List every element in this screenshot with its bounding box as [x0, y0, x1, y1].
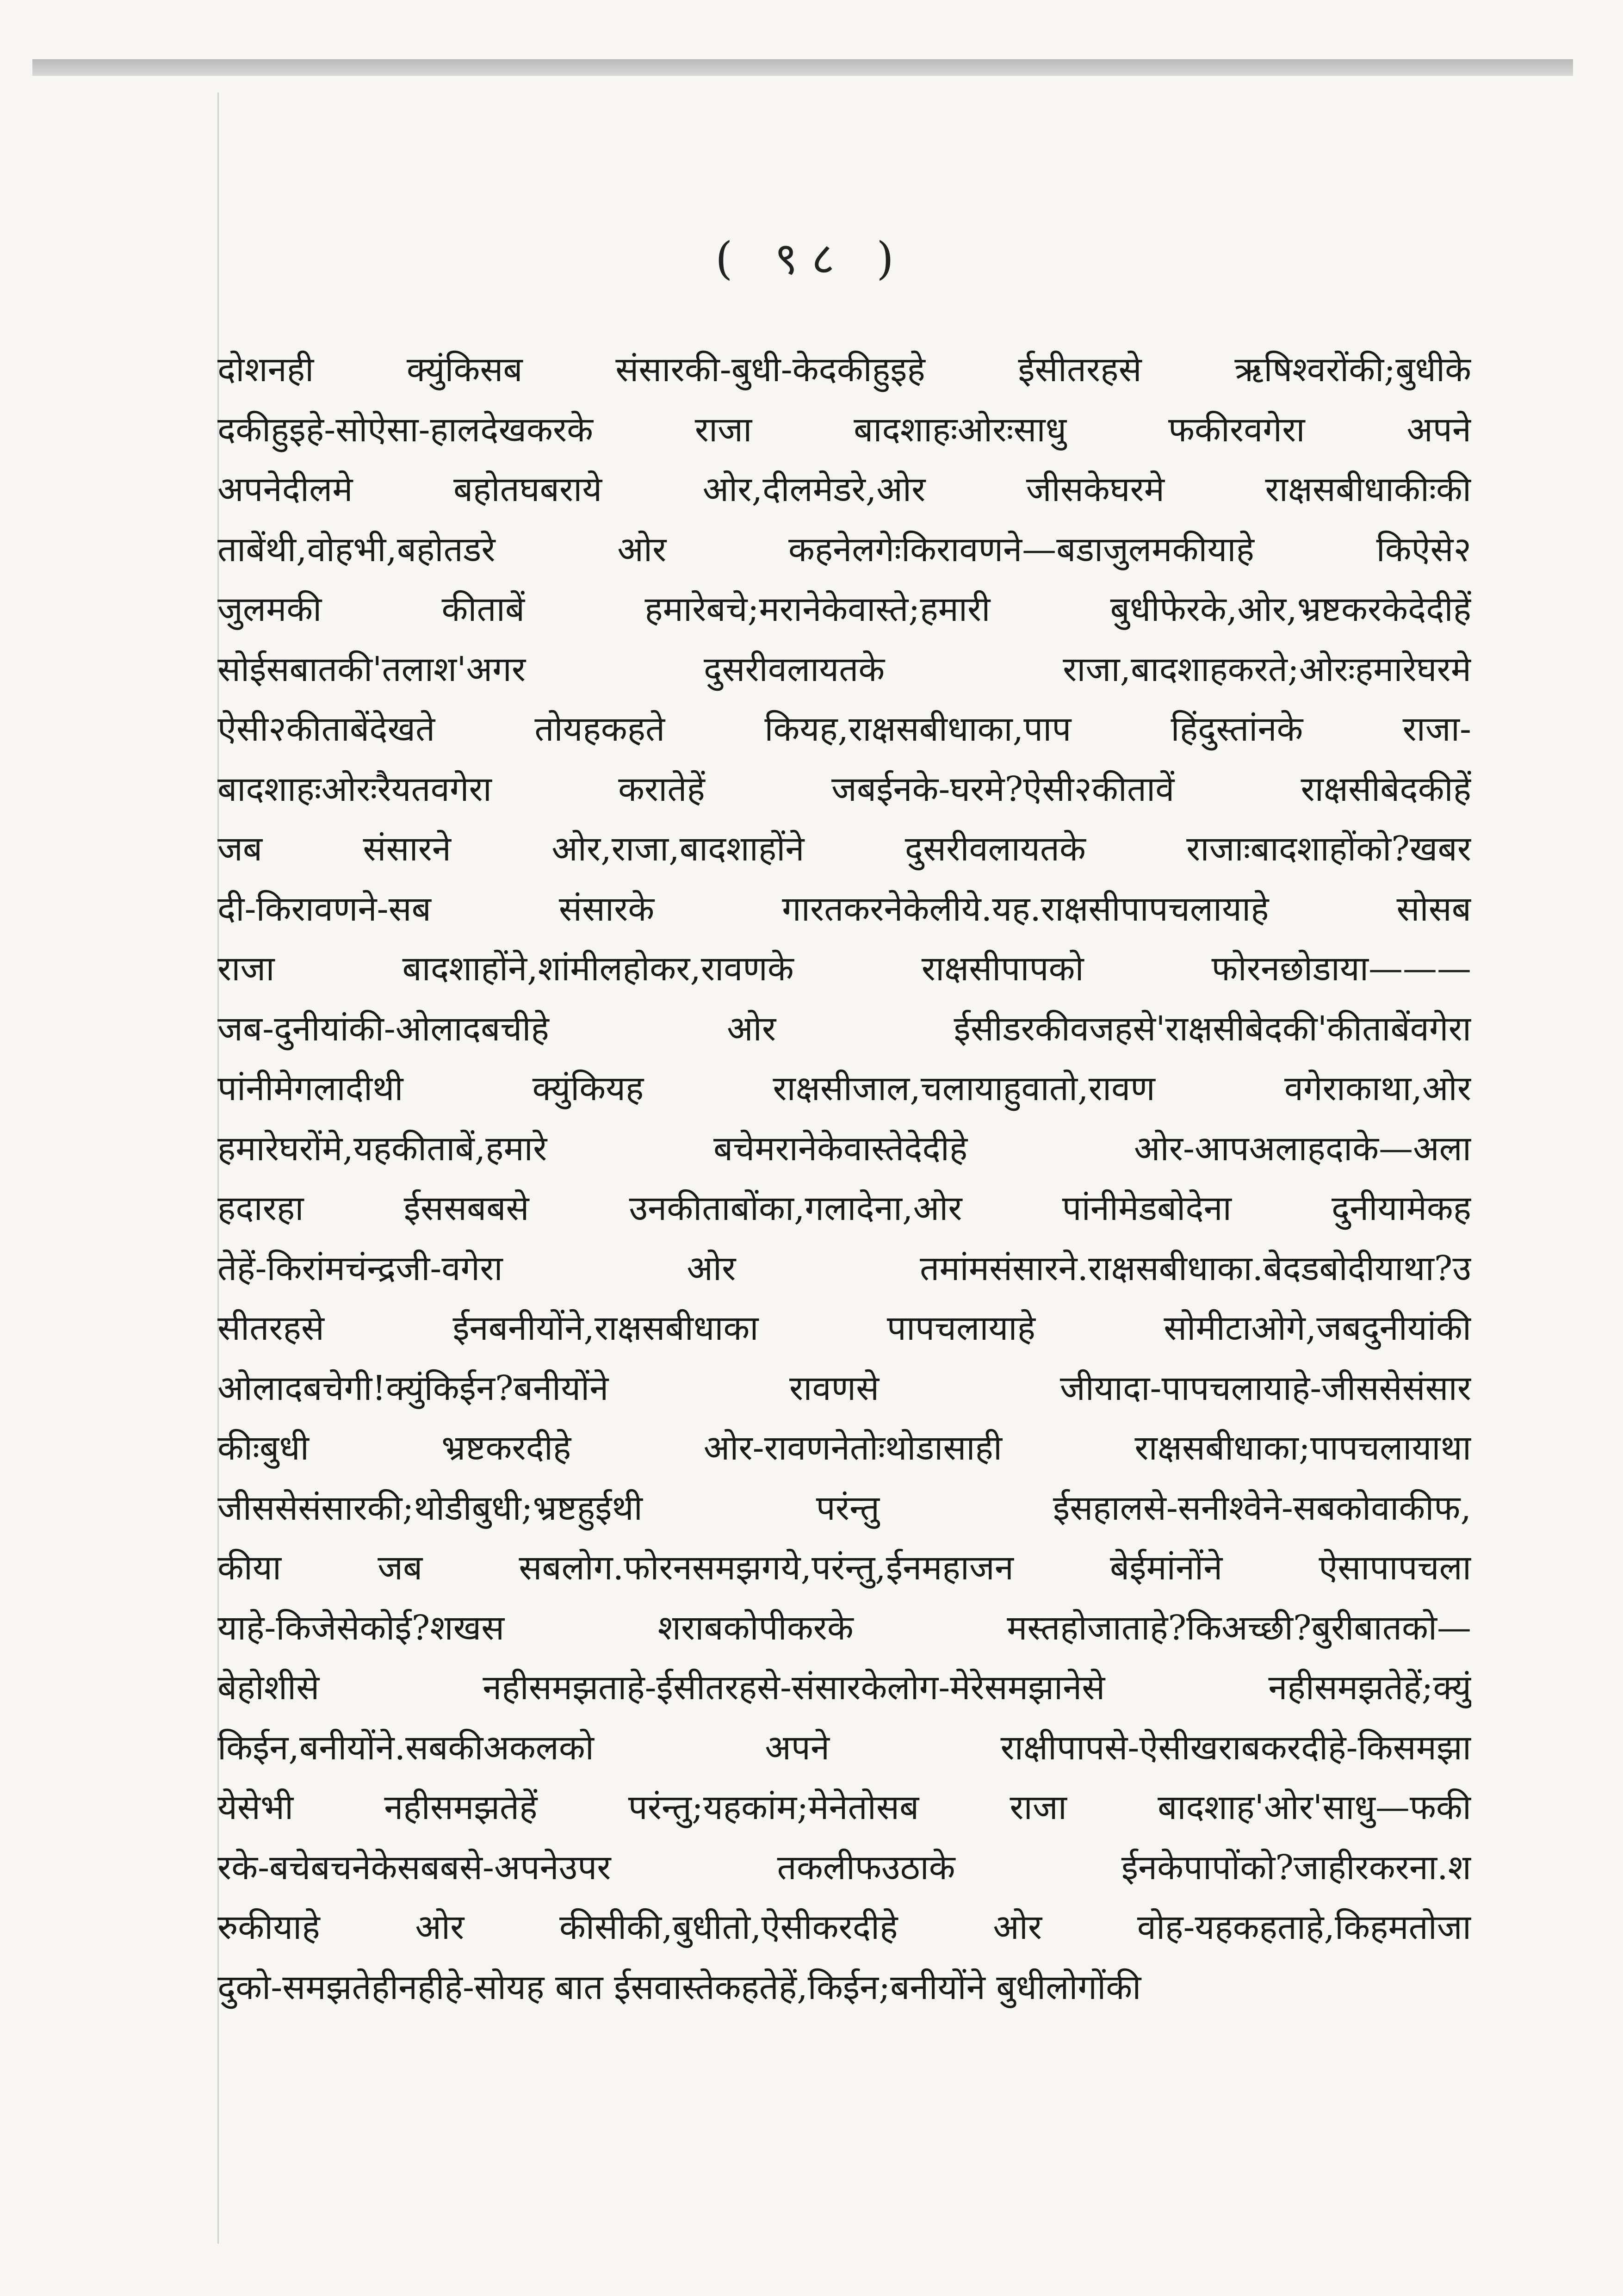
scan-top-band [32, 59, 1573, 76]
text-line: अपनेदीलमे बहोतघबराये ओर,दीलमेडरे,ओर जीसकेघरमे राक्षसबीधाकीःकी [217, 470, 1471, 509]
text-line: हमारेघरोंमे,यहकीताबें,हमारे बचेमरानेकेवास्तेदेदीहे ओर-आपअलाहदाके—अला [217, 1128, 1471, 1169]
text-line: बादशाहःओरःरैयतवगेरा करातेहें जबईनके-घरमे?ऐसी२कीतावें राक्षसीबेदकीहें [217, 769, 1471, 809]
text-line: कीःबुधी भ्रष्टकरदीहे ओर-रावणनेतोःथोडासाही राक्षसबीधाका;पापचलायाथा [217, 1428, 1471, 1468]
text-line: तेहें-किरांमचंन्द्रजी-वगेरा ओर तमांमसंसारने.राक्षसबीधाका.बेदडबोदीयाथा?उ [217, 1248, 1471, 1288]
text-line: दकीहुइहे-सोऐसा-हालदेखकरके राजा बादशाहःओरःसाधु फकीरवगेरा अपने [217, 409, 1471, 450]
text-line: किईन,बनीयोंने.सबकीअकलको अपने राक्षीपापसे-ऐसीखराबकरदीहे-किसमझा [217, 1727, 1471, 1768]
text-line: राजा बादशाहोंने,शांमीलहोकर,रावणके राक्षसीपापको फोरनछोडाया——— [217, 949, 1471, 989]
text-line: जुलमकी कीताबें हमारेबचे;मरानेकेवास्ते;हमारी बुधीफेरके,ओर,भ्रष्टकरकेदेदीहें [217, 589, 1471, 629]
text-line: जब-दुनीयांकी-ओलादबचीहे ओर ईसीडरकीवजहसे'राक्षसीबेदकी'कीताबेंवगेरा [217, 1009, 1471, 1049]
text-line: याहे-किजेसेकोई?शखस शराबकोपीकरके मस्तहोजाताहे?किअच्छी?बुरीबातको— [217, 1608, 1471, 1648]
page-number: ( ९८ ) [715, 233, 908, 285]
text-line: ताबेंथी,वोहभी,बहोतडरे ओर कहनेलगेःकिरावणने—बडाजुलमकीयाहे किऐसे२ [217, 529, 1471, 569]
text-line: रुकीयाहे ओर कीसीकी,बुधीतो,ऐसीकरदीहे ओर वोह-यहकहताहे,किहमतोजा [217, 1907, 1471, 1947]
text-line: दोशनही क्युंकिसब संसारकी-बुधी-केदकीहुइहे ईसीतरहसे ऋषिश्वरोंकी;बुधीके [217, 350, 1471, 390]
text-line: सीतरहसे ईनबनीयोंने,राक्षसबीधाका पापचलायाहे सोमीटाओगे,जबदुनीयांकी [217, 1308, 1471, 1348]
text-line: दी-किरावणने-सब संसारके गारतकरनेकेलीये.यह.राक्षसीपापचलायाहे सोसब [217, 889, 1471, 929]
text-line: रके-बचेबचनेकेसबबसे-अपनेउपर तकलीफउठाके ईनकेपापोंको?जाहीरकरना.श [217, 1847, 1471, 1888]
text-line: पांनीमेगलादीथी क्युंकियह राक्षसीजाल,चलायाहुवातो,रावण वगेराकाथा,ओर [217, 1069, 1471, 1108]
text-line: सोईसबातकी'तलाश'अगर दुसरीवलायतके राजा,बादशाहकरते;ओरःहमारेघरमे [217, 649, 1471, 689]
text-line: जब संसारने ओर,राजा,बादशाहोंने दुसरीवलायतके राजाःबादशाहोंको?खबर [217, 829, 1471, 869]
text-line: ऐसी२कीताबेंदेखते तोयहकहते कियह,राक्षसबीधाका,पाप हिंदुस्तांनके राजा- [217, 709, 1471, 749]
body-text [217, 340, 1471, 2018]
text-line: कीया जब सबलोग.फोरनसमझगये,परंन्तु,ईनमहाजन बेईमांनोंने ऐसापापचला [217, 1548, 1471, 1588]
text-line: बेहोशीसे नहीसमझताहे-ईसीतरहसे-संसारकेलोग-मेरेसमझानेसे नहीसमझतेहें;क्युं [217, 1668, 1471, 1708]
text-line: ओलादबचेगी!क्युंकिईन?बनीयोंने रावणसे जीयादा-पापचलायाहे-जीससेसंसार [217, 1368, 1471, 1408]
text-line: दुको-समझतेहीनहीहे-सोयह बात ईसवास्तेकहतेहें,किईन;बनीयोंने बुधीलोगोंकी [217, 1967, 1141, 2007]
text-line: हदारहा ईससबबसे उनकीताबोंका,गलादेना,ओर पांनीमेडबोदेना दुनीयामेकह [217, 1188, 1471, 1228]
text-line: जीससेसंसारकी;थोडीबुधी;भ्रष्टहुईथी परंन्तु ईसहालसे-सनीश्वेने-सबकोवाकीफ, [217, 1488, 1471, 1528]
text-line: येसेभी नहीसमझतेहें परंन्तु;यहकांम;मेनेतोसब राजा बादशाह'ओर'साधु—फकी [217, 1788, 1471, 1827]
